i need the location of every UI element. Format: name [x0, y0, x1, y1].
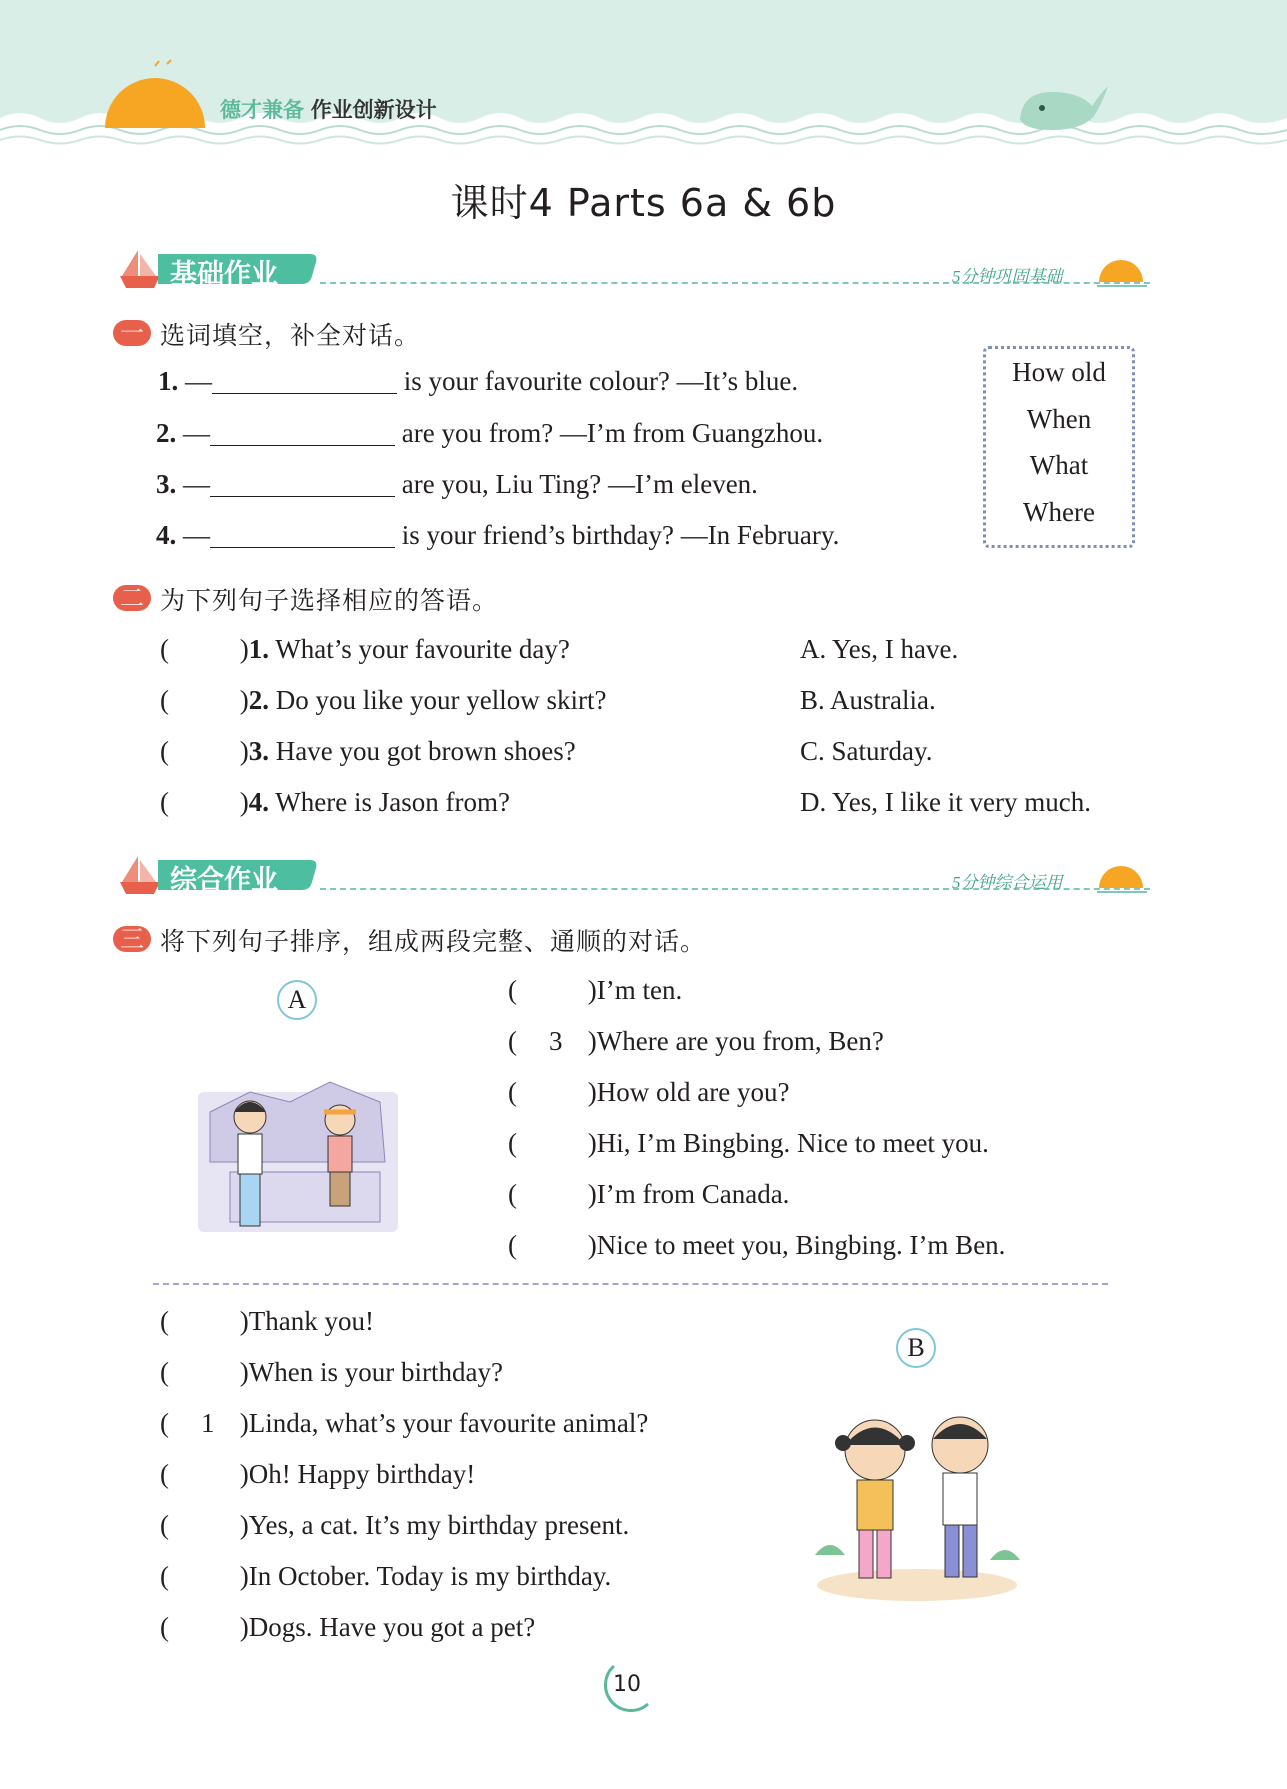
dialogue-b-label: B	[896, 1328, 936, 1368]
section-label-basic: 基础作业	[170, 259, 278, 290]
answer-blank[interactable]	[210, 423, 395, 446]
line-text: Dogs. Have you got a pet?	[248, 1612, 536, 1642]
dialogue-a-line-1: ( )I’m ten.	[508, 975, 683, 1005]
q2-answer-b: B. Australia.	[800, 685, 936, 715]
dialogue-a-line-6: ( )Nice to meet you, Bingbing. I’m Ben.	[508, 1230, 1006, 1260]
item-text: is your friend’s birthday? —In February.	[395, 520, 840, 550]
q2-question-3: ( )3. Have you got brown shoes?	[160, 736, 576, 766]
line-text: Thank you!	[248, 1306, 374, 1336]
word-option: Where	[1023, 496, 1095, 527]
dialogue-a-line-3: ( )How old are you?	[508, 1077, 790, 1107]
item-text: is your favourite colour? —It’s blue.	[397, 366, 799, 396]
dialogue-b-line-7: ( )Dogs. Have you got a pet?	[160, 1612, 536, 1642]
item-text: Where is Jason from?	[269, 787, 510, 817]
item-number: 2.	[156, 418, 177, 448]
line-text: When is your birthday?	[248, 1357, 503, 1387]
q2-answer-c: C. Saturday.	[800, 736, 933, 766]
item-text: Have you got brown shoes?	[269, 736, 576, 766]
small-sun-icon	[1095, 254, 1150, 288]
page-number: 10	[613, 1672, 641, 1697]
question-instruction-3: 将下列句子排序，组成两段完整、通顺的对话。	[160, 927, 707, 956]
item-number: 1.	[158, 366, 179, 396]
line-text: Where are you from, Ben?	[596, 1026, 884, 1056]
brand-title	[220, 94, 437, 124]
dialogue-b-line-6: ( )In October. Today is my birthday.	[160, 1561, 612, 1591]
dialogue-divider	[153, 1283, 1108, 1285]
dialogue-b-line-4: ( )Oh! Happy birthday!	[160, 1459, 476, 1489]
dialogue-b-line-1: ( )Thank you!	[160, 1306, 374, 1336]
question-instruction-2: 为下列句子选择相应的答语。	[160, 586, 499, 615]
answer-blank[interactable]	[210, 525, 395, 548]
item-text: are you from? —I’m from Guangzhou.	[395, 418, 824, 448]
q2-question-2: ( )2. Do you like your yellow skirt?	[160, 685, 607, 715]
brand-part2: 作业创新设计	[310, 98, 437, 122]
q2-question-1: ( )1. What’s your favourite day?	[160, 634, 570, 664]
item-number: 4.	[248, 787, 269, 817]
q1-item-4	[156, 520, 839, 551]
question-number-2: 二	[113, 585, 151, 611]
section-label-comprehensive: 综合作业	[170, 865, 278, 896]
order-slot[interactable]: 3	[549, 1026, 563, 1056]
q1-item-2	[156, 418, 823, 449]
dialogue-a-label: A	[277, 980, 317, 1020]
word-option: What	[1029, 450, 1089, 480]
item-text: Do you like your yellow skirt?	[269, 685, 607, 715]
q1-item-3	[156, 469, 758, 500]
dialogue-b-line-5: ( )Yes, a cat. It’s my birthday present.	[160, 1510, 630, 1540]
line-text: Nice to meet you, Bingbing. I’m Ben.	[596, 1230, 1006, 1260]
section-banner-basic	[110, 246, 1150, 292]
dash: —	[185, 366, 212, 396]
q2-question-4: ( )4. Where is Jason from?	[160, 787, 510, 817]
line-text: Oh! Happy birthday!	[248, 1459, 476, 1489]
line-text: I’m from Canada.	[596, 1179, 790, 1209]
line-text: I’m ten.	[596, 975, 683, 1005]
word-box	[983, 346, 1135, 548]
dialogue-b-line-2: ( )When is your birthday?	[160, 1357, 503, 1387]
whale-icon	[1012, 72, 1112, 134]
item-text: are you, Liu Ting? —I’m eleven.	[395, 469, 758, 499]
answer-blank[interactable]	[212, 371, 397, 394]
brand-part1: 德才兼备	[220, 98, 304, 122]
item-number: 3.	[156, 469, 177, 499]
section-note-comprehensive: 5分钟综合运用	[952, 873, 1063, 892]
word-option: When	[1026, 403, 1092, 434]
answer-blank[interactable]	[210, 474, 395, 497]
line-text: In October. Today is my birthday.	[248, 1561, 612, 1591]
line-text: Linda, what’s your favourite animal?	[248, 1408, 649, 1438]
section-banner-comprehensive	[110, 852, 1150, 898]
dash: —	[183, 418, 210, 448]
dash: —	[183, 469, 210, 499]
question-number-1: 一	[113, 320, 151, 346]
illustration-great-wall-children	[190, 1052, 405, 1247]
page-title: 课时4 Parts 6a & 6b	[450, 181, 837, 225]
dialogue-a-line-4: ( )Hi, I’m Bingbing. Nice to meet you.	[508, 1128, 989, 1158]
section-note-basic: 5分钟巩固基础	[952, 267, 1063, 286]
item-number: 3.	[248, 736, 269, 766]
dialogue-a-line-2: ( 3 )Where are you from, Ben?	[508, 1026, 884, 1056]
line-text: Yes, a cat. It’s my birthday present.	[248, 1510, 630, 1540]
item-number: 1.	[248, 634, 269, 664]
q1-item-1	[158, 366, 798, 397]
question-instruction-1: 选词填空，补全对话。	[160, 321, 421, 350]
word-option: How old	[1012, 357, 1106, 387]
question-number-3: 三	[113, 926, 151, 952]
item-text: What’s your favourite day?	[269, 634, 570, 664]
line-text: How old are you?	[596, 1077, 790, 1107]
q2-answer-a: A. Yes, I have.	[800, 634, 959, 664]
sun-icon	[100, 58, 210, 130]
illustration-two-children-walking	[805, 1395, 1030, 1605]
dash: —	[183, 520, 210, 550]
dialogue-b-line-3: ( 1 )Linda, what’s your favourite animal?	[160, 1408, 649, 1438]
dialogue-a-line-5: ( )I’m from Canada.	[508, 1179, 790, 1209]
q2-answer-d: D. Yes, I like it very much.	[800, 787, 1091, 817]
small-sun-icon	[1095, 860, 1150, 894]
item-number: 2.	[248, 685, 269, 715]
order-slot[interactable]: 1	[201, 1408, 215, 1438]
item-number: 4.	[156, 520, 177, 550]
line-text: Hi, I’m Bingbing. Nice to meet you.	[596, 1128, 989, 1158]
